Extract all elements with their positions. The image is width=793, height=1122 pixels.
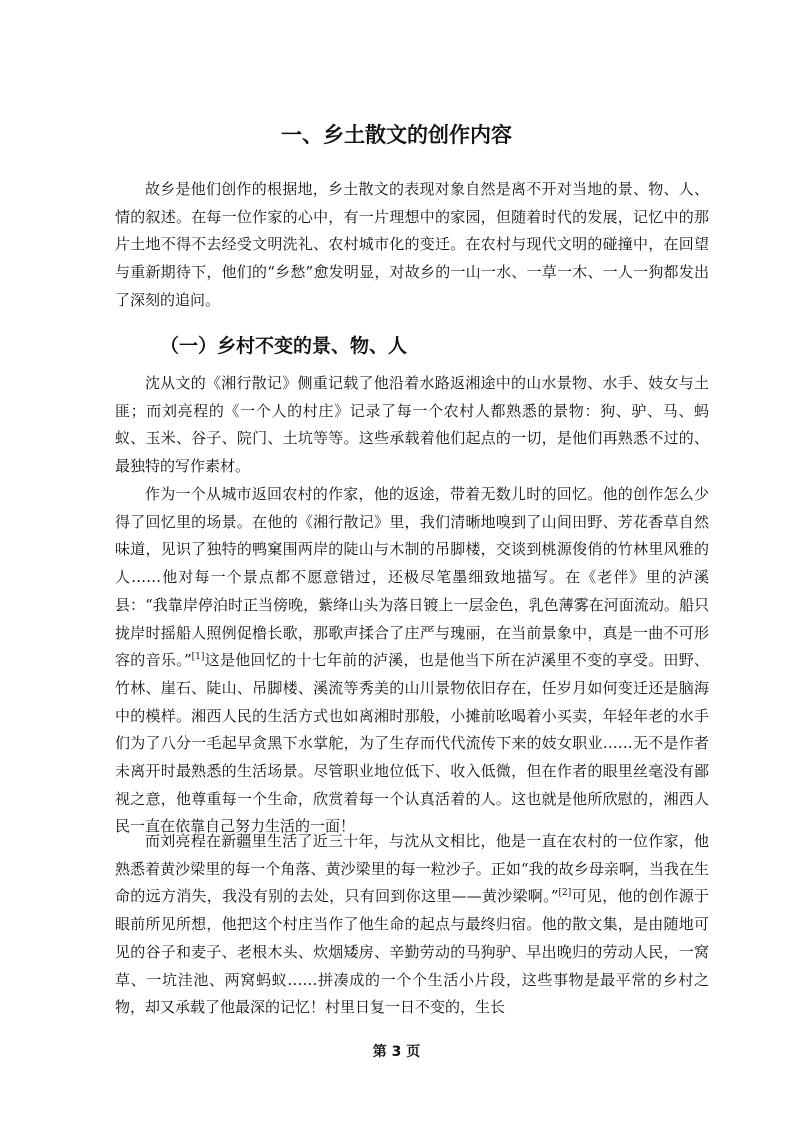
paragraph-3-text-a: 作为一个从城市返回农村的作家，他的返途，带着无数儿时的回忆。他的创作怎么少得了回忆里的场景。在他的《湘行散记》里，我们清晰地嗅到了山间田野、芳花香草自然味道，见识了独特的鸭窠围两岸的陡山与木制的吊脚楼，交谈到桃源俊俏的竹林里风雅的人……他对每一个景点都不愿意错过，还极尽笔墨细致地描写。在《老伴》里的泸溪县：“我靠岸停泊时正当傍晚，紫绛山头为落日镀上一层金色，乳色薄雾在河面流动。船只拢岸时摇船人照例促橹长歌，那歌声揉合了庄严与瑰丽，在当前景象中，真是一曲不可形容的音乐。” (115, 485, 709, 670)
subsection-title: （一）乡村不变的景、物、人 (160, 335, 408, 357)
body-paragraph-4 (115, 828, 709, 1022)
section-title: 一、乡土散文的创作内容 (281, 123, 512, 147)
body-paragraph-3 (115, 481, 709, 841)
paragraph-4-text-a: 而刘亮程在新疆里生活了近三十年，与沈从文相比，他是一直在农村的一位作家，他熟悉着黄沙梁里的每一个角落、黄沙梁里的每一粒沙子。正如“我的故乡母亲啊，当我在生命的远方消失，我没有别的去处，只有回到你这里——黄沙梁啊。” (115, 832, 709, 906)
paragraph-3-text-b: 这是他回忆的十七年前的泸溪，也是他当下所在泸溪里不变的享受。田野、竹林、崖石、陡山、吊脚楼、溪流等秀美的山川景物依旧存在，任岁月如何变迁还是脑海中的模样。湘西人民的生活方式也如离湘时那般，小摊前吆喝着小买卖，年轻年老的水手们为了八分一毛起早贪黑下水掌舵，为了生存而代代流传下来的妓女职业……无不是作者未离开时最熟悉的生活场景。尽管职业地位低下、收入低微，但在作者的眼里丝毫没有鄙视之意，他尊重每一个生命，欣赏着每一个认真活着的人。这也就是他所欣慰的，湘西人民一直在依靠自己努力生活的一面！ (115, 651, 709, 836)
citation-ref-2: [2] (558, 888, 572, 899)
citation-ref-1: [1] (191, 652, 205, 663)
paragraph-4-text-b: 可见，他的创作源于眼前所见所想，他把这个村庄当作了他生命的起点与最终归宿。他的散文集，是由随地可见的谷子和麦子、老根木头、炊烟矮房、辛勤劳动的马狗驴、早出晚归的劳动人民，一窝草、一坑洼池、两窝蚂蚁……拼凑成的一个个生活小片段，这些事物是最平常的乡村之物，却又承载了他最深的记忆！村里日复一日不变的，生长 (115, 887, 709, 1017)
body-paragraph-2: 沈从文的《湘行散记》侧重记载了他沿着水路返湘途中的山水景物、水手、妓女与土匪；而刘亮程的《一个人的村庄》记录了每一个农村人都熟悉的景物：狗、驴、马、蚂蚁、玉米、谷子、院门、土坑等等。这些承载着他们起点的一切，是他们再熟悉不过的、最独特的写作素材。 (115, 374, 709, 476)
intro-paragraph: 故乡是他们创作的根据地，乡土散文的表现对象自然是离不开对当地的景、物、人、情的叙述。在每一位作家的心中，有一片理想中的家园，但随着时代的发展，记忆中的那片土地不得不去经受文明洗礼、农村城市化的变迁。在农村与现代文明的碰撞中，在回望与重新期待下，他们的“乡愁”愈发明显，对故乡的一山一水、一草一木、一人一狗都发出了深刻的追问。 (115, 180, 709, 309)
page-number: 第 3 页 (372, 1044, 421, 1060)
